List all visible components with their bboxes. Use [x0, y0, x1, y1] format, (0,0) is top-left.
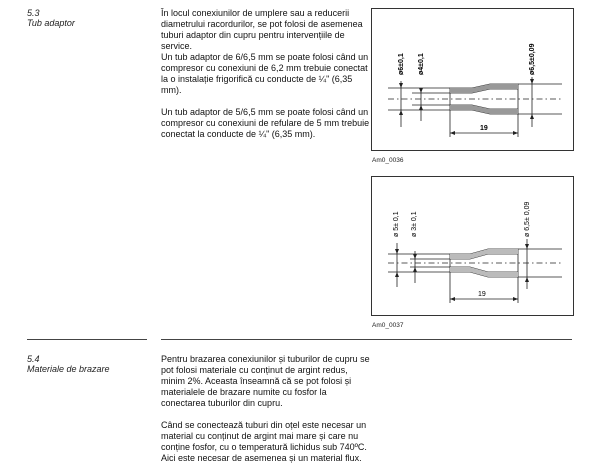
paragraph: Pentru brazarea conexiunilor și tuburilor de cupru se pot folosi materiale cu conținut de argint redus, minim 2%. Aceasta înseamnă că se pot folosi și materialele de brazare numite cu fosfor la conectarea tuburilor din cupru.	[161, 354, 370, 408]
dim-inner: ø4±0,1	[418, 53, 425, 75]
section-divider	[27, 339, 147, 340]
paragraph: Un tub adaptor de 6/6,5 mm se poate folosi când un compresor cu conexiuni de 6,2 mm trebuie conectat la o instalație frigorifică cu conducte de ¼" (6,35 mm).	[161, 52, 369, 95]
dim-outer-right: ø 6,5± 0,09	[524, 201, 531, 237]
figure-adapter-tube-6-6-5	[371, 8, 574, 151]
figure-adapter-tube-5-6-5	[371, 176, 574, 316]
dim-length: 19	[478, 291, 486, 298]
paragraph: Când se conectează tuburi din oțel este necesar un material cu conținut de argint mai mare și care nu conține fosfor, cu o temperatură lichidus sub 740ºC. Aici este necesar de asemenea și un material flux.	[161, 420, 367, 463]
dim-outer-left: ø6±0,1	[398, 53, 405, 75]
figure-caption: Am0_0037	[372, 322, 404, 329]
technical-drawing	[372, 177, 573, 315]
section-title: Materiale de brazare	[27, 364, 110, 374]
section-number: 5.4	[27, 354, 40, 364]
section-title: Tub adaptor	[27, 18, 75, 28]
dim-length: 19	[480, 125, 488, 132]
technical-drawing	[372, 9, 573, 150]
section-divider	[161, 339, 572, 340]
section-body	[161, 354, 371, 464]
dim-inner: ø 3± 0,1	[411, 211, 418, 237]
dim-outer-right: ø6,5±0,09	[529, 43, 536, 75]
paragraph: Un tub adaptor de 5/6,5 mm se poate folosi când un compresor cu conexiuni de refulare de 5 mm trebuie conectat la conducte de ¼" (6,35 mm).	[161, 107, 370, 139]
dim-outer-left: ø 5± 0,1	[393, 211, 400, 237]
section-body	[161, 8, 371, 140]
section-number: 5.3	[27, 8, 40, 18]
figure-caption: Am0_0036	[372, 157, 404, 164]
paragraph: În locul conexiunilor de umplere sau a reducerii diametrului racordurilor, se pot folosi de asemenea tuburi adaptor din cupru pentru intervențiile de service.	[161, 8, 363, 51]
